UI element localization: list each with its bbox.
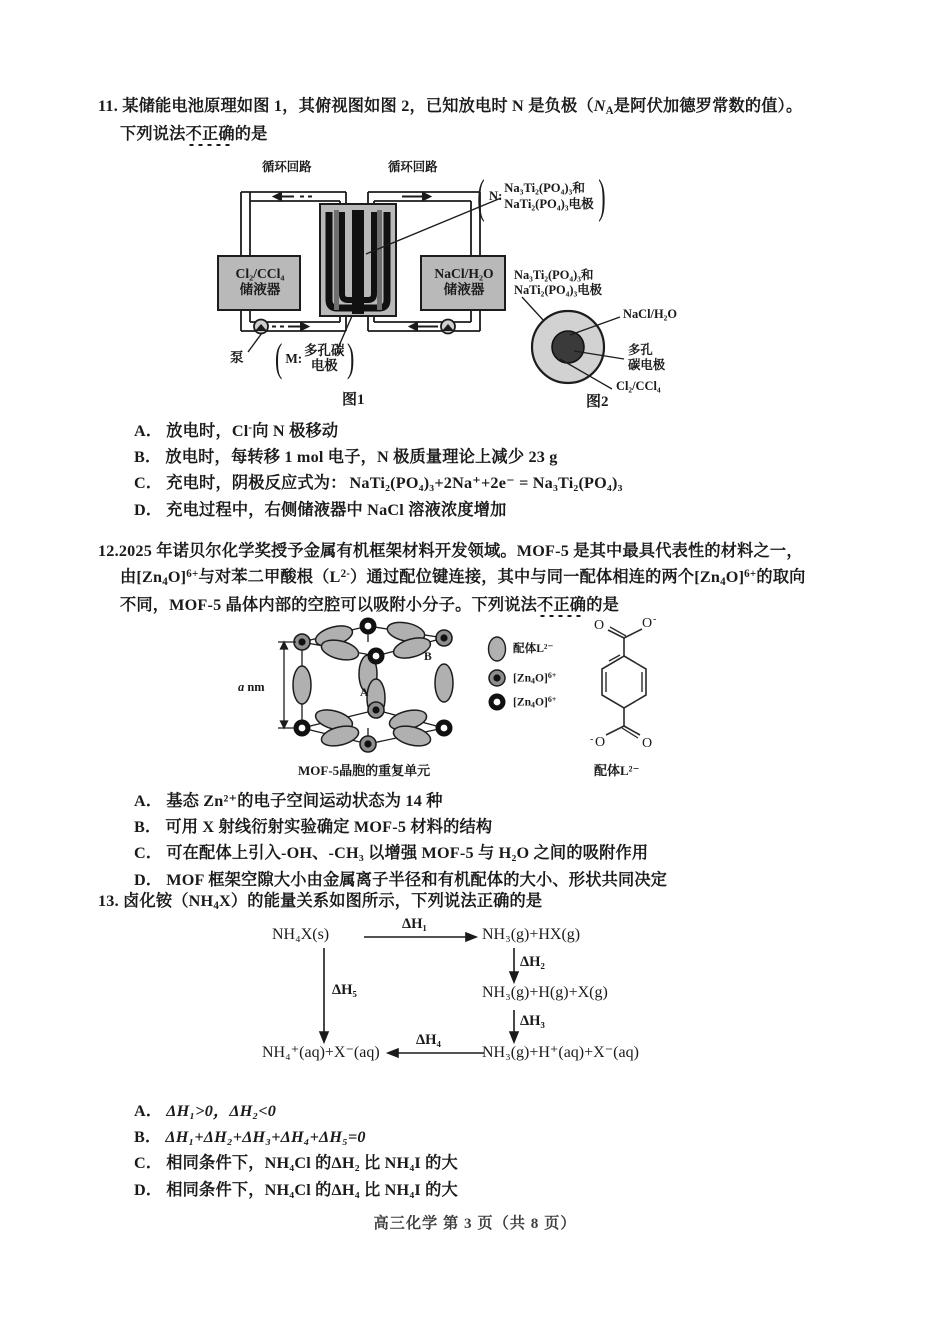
mof-caption-right: 配体L²⁻	[594, 763, 640, 778]
ligand-structure	[572, 614, 682, 764]
energy-node-top-right: NH₃(g)+HX(g)	[482, 926, 581, 943]
legend-black-b: O]	[534, 695, 548, 709]
delta-h3-label: ΔH₃	[520, 1013, 545, 1029]
q12-l2a: 由[Zn	[120, 568, 163, 587]
right-tank-line2: 储液器	[443, 282, 485, 298]
q11-stem-part-b: 是阿伏加德罗常数的值）。	[613, 97, 803, 115]
axis-a: a	[238, 680, 245, 694]
q11-option-c-text: 充电时，阴极反应式为：	[166, 474, 347, 493]
q13-nh4-sub: 4	[213, 899, 220, 912]
q12-l2b: O]	[167, 568, 187, 587]
legend-black-sub: 4	[531, 700, 535, 710]
figure2-nacl-label: NaCl/H₂O	[623, 307, 677, 321]
right-tank-line1: NaCl/H₂O	[434, 266, 494, 281]
delta-h5-label: ΔH₅	[332, 982, 357, 998]
question-13-options	[112, 1098, 812, 1203]
figure1-loop-right-label: 循环回路	[388, 160, 438, 174]
mof-legend-ligand-text	[513, 642, 554, 656]
q12-l2c: 与对苯二甲酸根（L	[198, 568, 341, 587]
mof-vertex-b-label: B	[424, 650, 432, 663]
q11-option-d-label: D．	[134, 500, 163, 519]
question-11-stem	[98, 93, 868, 147]
q13-option-a	[134, 1098, 812, 1124]
mof5-lattice	[272, 616, 502, 766]
question-13	[98, 888, 858, 916]
q13-option-d-label: D．	[134, 1180, 163, 1199]
figure1-left-tank-label	[230, 266, 290, 298]
figure-13-energy-cycle	[262, 918, 692, 1073]
q13-option-a-text: ΔH₁>0，ΔH₂<0	[166, 1102, 277, 1120]
q12-option-c	[134, 840, 872, 866]
na-subscript: A	[605, 104, 614, 117]
q13-option-a-label: A．	[134, 1102, 163, 1120]
q11-emphasis: 不正确	[185, 124, 235, 143]
legend-gray-sup: 6+	[547, 670, 557, 680]
fig2-carbon-line1: 多孔	[628, 343, 653, 357]
question-13-stem	[98, 888, 858, 916]
brace-left: (	[274, 335, 283, 380]
figure-2-top-view	[508, 170, 748, 410]
q13-option-c	[134, 1150, 812, 1176]
gray-ring-dot-icon	[486, 668, 508, 688]
legend-ligand-label: 配体L²⁻	[513, 642, 554, 656]
mof-legend-item-ligand	[486, 636, 556, 662]
q13-option-c-label: C．	[134, 1154, 163, 1173]
q12-option-d-text: MOF 框架空隙大小由金属离子半径和有机配体的大小、形状共同决定	[166, 870, 668, 889]
energy-node-mid-right: NH₃(g)+H(g)+X(g)	[482, 984, 608, 1001]
mof-legend-black-text	[513, 695, 556, 710]
q12-l2e: O]	[725, 568, 745, 587]
mof-legend-item-gray-node	[486, 668, 556, 688]
q12-zn-sup-1: 6+	[186, 568, 199, 581]
energy-node-bottom-right: NH₃(g)+H⁺(aq)+X⁻(aq)	[482, 1044, 639, 1061]
q11-option-b-text: 放电时，每转移 1 mol 电子，N 极质量理论上减少 23 g	[165, 448, 558, 467]
energy-node-bottom-left: NH₄⁺(aq)+X⁻(aq)	[262, 1044, 380, 1061]
q12-option-c-text: 可在配体上引入-OH、-CH₃ 以增强 MOF-5 与 H₂O 之间的吸附作用	[166, 844, 649, 863]
q11-option-c	[134, 470, 872, 496]
figure2-carbon-label	[628, 343, 665, 373]
figure2-caption: 图2	[586, 394, 609, 410]
brace-right-n: )	[598, 170, 606, 223]
q12-emphasis: 不正确	[537, 595, 587, 614]
n-line1: Na₃Ti₂(PO₄)₃和	[504, 181, 585, 196]
q12-l3a: 不同，MOF-5 晶体内部的空腔可以吸附小分子。下列说法	[120, 595, 538, 614]
q11-option-a-label: A．	[134, 422, 163, 440]
fig2-electrode-line1: Na₃Ti₂(PO₄)₃和	[514, 268, 594, 282]
na-symbol: N	[593, 97, 606, 115]
pump-left	[254, 320, 268, 334]
n-line2: NaTi₂(PO₄)₃电极	[504, 196, 594, 211]
mof-legend	[486, 636, 556, 712]
energy-node-top-left: NH₄X(s)	[272, 926, 330, 943]
figure1-loop-left-label: 循环回路	[262, 160, 312, 174]
q11-option-b	[134, 444, 872, 470]
q12-stem-line1: 2025 年诺贝尔化学奖授予金属有机框架材料开发领域。MOF-5 是其中最具代表性的材料之一，	[118, 542, 803, 560]
ligand-o-top-left: O	[594, 618, 605, 633]
question-12-stem	[98, 538, 873, 618]
q11-stem-part-a: 某储能电池原理如图 1，其俯视图如图 2，已知放电时 N 是负极（	[122, 97, 594, 115]
figure2-cl2-label: Cl₂/CCl₄	[616, 379, 661, 393]
q12-option-d-label: D．	[134, 870, 163, 889]
legend-gray-b: O]	[534, 671, 548, 685]
gray-ellipse-icon	[486, 636, 508, 662]
q11-option-a-text-a: 放电时，Cl	[166, 422, 249, 440]
q13-option-d	[134, 1177, 812, 1203]
q12-zn-sub-2: 4	[720, 575, 726, 588]
m-line1: 多孔碳	[304, 342, 345, 358]
q11-option-d	[134, 497, 872, 523]
page-footer: 高三化学 第 3 页（共 8 页）	[373, 1215, 577, 1232]
ligand-o-bot-left: O	[595, 735, 606, 750]
legend-black-a: [Zn	[513, 695, 532, 709]
question-12	[98, 538, 873, 618]
q11-option-b-label: B．	[134, 448, 162, 467]
delta-h1-label: ΔH₁	[402, 916, 427, 932]
figure1-m-electrode-group	[272, 335, 358, 380]
mof-vertex-a-label: A	[360, 686, 369, 699]
svg-text:-: -	[590, 734, 594, 745]
q12-option-b-text: 可用 X 射线衍射实验确定 MOF-5 材料的结构	[165, 818, 493, 837]
q11-option-a	[134, 418, 872, 444]
figure2-electrode-label	[514, 268, 602, 298]
q11-option-c-equation: NaTi₂(PO₄)₃+2Na⁺+2e⁻ = Na₃Ti₂(PO₄)₃	[349, 474, 623, 493]
q13-option-d-text: 相同条件下，NH₄Cl 的ΔH₄ 比 NH₄I 的大	[166, 1180, 458, 1199]
figure1-m-text	[304, 343, 344, 375]
q12-option-c-label: C．	[134, 844, 163, 863]
figure1-pump-label: 泵	[230, 350, 244, 365]
q11-option-a-text-b: 向 N 极移动	[252, 422, 339, 440]
q12-l3b: 的是	[586, 595, 619, 614]
mof-axis-label	[238, 680, 265, 695]
ligand-o-top-right: O	[642, 616, 653, 631]
delta-h4-label: ΔH₄	[416, 1032, 441, 1048]
q12-option-b	[134, 814, 872, 840]
question-11	[98, 93, 868, 147]
left-tank-line1: Cl₂/CCl₄	[235, 266, 285, 281]
q11-option-d-text: 充电过程中，右侧储液器中 NaCl 溶液浓度增加	[166, 500, 507, 519]
fig2-electrode-line2: NaTi₂(PO₄)₃电极	[514, 282, 603, 297]
brace-right: )	[347, 335, 355, 380]
figure-mof5-unit-cell	[238, 612, 692, 782]
axis-nm: nm	[247, 680, 265, 694]
q13-l1b: X）的能量关系如图所示，下列说法正确的是	[219, 892, 543, 910]
figure1-caption: 图1	[342, 392, 365, 408]
question-11-options	[112, 418, 872, 523]
q11-option-a-sup: -	[248, 422, 253, 435]
q12-l-sup: 2-	[340, 568, 351, 581]
q12-option-a-label: A．	[134, 792, 163, 810]
q12-option-a-text: 基态 Zn²⁺的电子空间运动状态为 14 种	[166, 792, 443, 810]
fig2-carbon-line2: 碳电极	[628, 357, 666, 372]
figure1-m-label: M:	[285, 350, 303, 366]
q11-stem-part-d: 的是	[234, 124, 268, 143]
q11-stem-part-c: 下列说法	[120, 124, 186, 143]
svg-text:-: -	[653, 614, 657, 625]
legend-gray-a: [Zn	[513, 671, 532, 685]
m-line2: 电极	[310, 358, 338, 374]
legend-black-sup: 6+	[547, 694, 557, 704]
figure1-n-label: N:	[488, 189, 503, 204]
brace-left-n: (	[477, 170, 485, 223]
mof-legend-item-black-node	[486, 692, 556, 712]
left-tank-line2: 储液器	[239, 282, 281, 298]
question-11-number: 11.	[98, 97, 118, 115]
q12-zn-sub-1: 4	[162, 575, 168, 588]
q12-zn-sup-2: 6+	[744, 568, 757, 581]
q11-option-c-label: C．	[134, 474, 163, 493]
black-ring-dot-icon	[486, 692, 508, 712]
q13-option-c-text: 相同条件下，NH₄Cl 的ΔH₂ 比 NH₄I 的大	[166, 1154, 458, 1173]
mof-legend-gray-text	[513, 671, 556, 686]
q12-l2f: 的取向	[756, 568, 806, 587]
legend-gray-sub: 4	[531, 676, 535, 686]
question-12-options	[112, 788, 872, 893]
q12-option-b-label: B．	[134, 818, 162, 837]
question-13-number: 13.	[98, 892, 119, 910]
figure1-right-tank-label	[426, 266, 502, 298]
q13-option-b-label: B．	[134, 1128, 162, 1147]
mof-caption-left: MOF-5晶胞的重复单元	[298, 763, 431, 778]
delta-h2-label: ΔH₂	[520, 954, 545, 970]
q13-option-b	[134, 1124, 812, 1150]
q12-l2d: ）通过配位键连接，其中与同一配体相连的两个[Zn	[350, 568, 721, 587]
q12-option-a	[134, 788, 872, 814]
ligand-o-bot-right: O	[642, 736, 653, 751]
pump-right	[441, 320, 455, 334]
question-12-number: 12.	[98, 542, 119, 560]
q13-l1a: 卤化铵（NH	[123, 892, 214, 910]
q13-option-b-text: ΔH₁+ΔH₂+ΔH₃+ΔH₄+ΔH₅=0	[165, 1128, 366, 1147]
